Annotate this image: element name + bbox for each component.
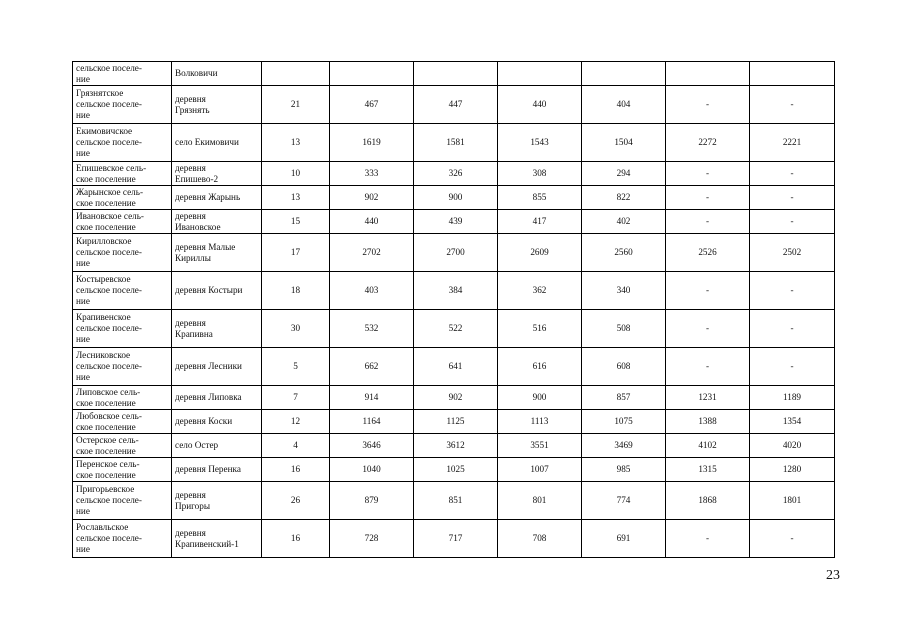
cell-value-6: - <box>750 210 835 234</box>
cell-value-2: 326 <box>414 162 498 186</box>
table-row <box>73 210 835 234</box>
settlement-name: Грязнятское сельское поселе- ние <box>73 86 172 124</box>
cell-value-1: 902 <box>330 186 414 210</box>
cell-value-4: 3469 <box>582 434 666 458</box>
settlement-name: Кирилловское сельское поселе- ние <box>73 234 172 272</box>
cell-value-2: 439 <box>414 210 498 234</box>
cell-value-3: 855 <box>498 186 582 210</box>
cell-count: 13 <box>262 186 330 210</box>
cell-value-2: 1581 <box>414 124 498 162</box>
cell-value-3: 1543 <box>498 124 582 162</box>
cell-count: 10 <box>262 162 330 186</box>
settlement-name: Епишевское сель- ское поселение <box>73 162 172 186</box>
cell-value-1: 403 <box>330 272 414 310</box>
cell-value-6: - <box>750 186 835 210</box>
table-row <box>73 272 835 310</box>
table-row <box>73 234 835 272</box>
cell-value-1: 1164 <box>330 410 414 434</box>
cell-value-1: 2702 <box>330 234 414 272</box>
cell-value-5: 2272 <box>666 124 750 162</box>
cell-value-5: 4102 <box>666 434 750 458</box>
cell-value-4: 857 <box>582 386 666 410</box>
cell-value-2: 900 <box>414 186 498 210</box>
admin-center: Волковичи <box>172 62 262 86</box>
cell-value-3: 1113 <box>498 410 582 434</box>
cell-value-5: - <box>666 210 750 234</box>
table-row <box>73 458 835 482</box>
admin-center: деревня Епишево-2 <box>172 162 262 186</box>
cell-value-1: 728 <box>330 520 414 558</box>
cell-count <box>262 62 330 86</box>
settlement-name: Пригорьевское сельское поселе- ние <box>73 482 172 520</box>
table-row <box>73 348 835 386</box>
cell-value-1: 532 <box>330 310 414 348</box>
cell-value-3: 362 <box>498 272 582 310</box>
admin-center: деревня Жарынь <box>172 186 262 210</box>
table-row <box>73 434 835 458</box>
cell-value-6: - <box>750 520 835 558</box>
cell-value-1: 333 <box>330 162 414 186</box>
cell-value-4: 340 <box>582 272 666 310</box>
table-row <box>73 186 835 210</box>
settlements-table <box>72 61 835 558</box>
admin-center: деревня Перенка <box>172 458 262 482</box>
cell-value-4: 774 <box>582 482 666 520</box>
cell-value-3 <box>498 62 582 86</box>
cell-value-4 <box>582 62 666 86</box>
cell-value-3: 1007 <box>498 458 582 482</box>
cell-value-2: 641 <box>414 348 498 386</box>
cell-value-2: 851 <box>414 482 498 520</box>
table-row <box>73 482 835 520</box>
cell-value-5: - <box>666 162 750 186</box>
cell-value-3: 417 <box>498 210 582 234</box>
cell-value-2: 522 <box>414 310 498 348</box>
settlement-name: Любовское сель- ское поселение <box>73 410 172 434</box>
cell-value-6: - <box>750 310 835 348</box>
settlement-name: Крапивенское сельское поселе- ние <box>73 310 172 348</box>
cell-value-5: 1231 <box>666 386 750 410</box>
cell-value-4: 404 <box>582 86 666 124</box>
cell-count: 17 <box>262 234 330 272</box>
cell-value-3: 2609 <box>498 234 582 272</box>
cell-count: 16 <box>262 520 330 558</box>
cell-value-2: 447 <box>414 86 498 124</box>
cell-count: 4 <box>262 434 330 458</box>
cell-value-4: 2560 <box>582 234 666 272</box>
table-row <box>73 86 835 124</box>
admin-center: деревня Коски <box>172 410 262 434</box>
admin-center: деревня Липовка <box>172 386 262 410</box>
cell-value-6: - <box>750 348 835 386</box>
table-row <box>73 310 835 348</box>
cell-count: 21 <box>262 86 330 124</box>
cell-value-6: 1189 <box>750 386 835 410</box>
cell-value-2: 1125 <box>414 410 498 434</box>
settlement-name: Костыревское сельское поселе- ние <box>73 272 172 310</box>
cell-value-6: 2221 <box>750 124 835 162</box>
cell-value-6: - <box>750 162 835 186</box>
cell-value-3: 616 <box>498 348 582 386</box>
cell-value-4: 402 <box>582 210 666 234</box>
cell-value-6: 4020 <box>750 434 835 458</box>
cell-value-1 <box>330 62 414 86</box>
admin-center: село Остер <box>172 434 262 458</box>
table-row <box>73 520 835 558</box>
cell-value-4: 1075 <box>582 410 666 434</box>
cell-value-3: 801 <box>498 482 582 520</box>
table-body <box>73 62 835 558</box>
settlement-name: Липовское сель- ское поселение <box>73 386 172 410</box>
cell-value-2: 1025 <box>414 458 498 482</box>
cell-value-4: 822 <box>582 186 666 210</box>
cell-count: 5 <box>262 348 330 386</box>
cell-count: 16 <box>262 458 330 482</box>
settlement-name: Екимовичское сельское поселе- ние <box>73 124 172 162</box>
cell-value-5: - <box>666 272 750 310</box>
cell-value-3: 900 <box>498 386 582 410</box>
cell-value-5: - <box>666 86 750 124</box>
table-row <box>73 124 835 162</box>
table-row <box>73 162 835 186</box>
settlement-name: Лесниковское сельское поселе- ние <box>73 348 172 386</box>
admin-center: деревня Ивановское <box>172 210 262 234</box>
cell-value-2: 2700 <box>414 234 498 272</box>
cell-value-1: 879 <box>330 482 414 520</box>
table-row <box>73 410 835 434</box>
cell-value-4: 608 <box>582 348 666 386</box>
cell-value-1: 914 <box>330 386 414 410</box>
cell-value-6: 1280 <box>750 458 835 482</box>
admin-center: деревня Малые Кириллы <box>172 234 262 272</box>
admin-center: деревня Крапивенский-1 <box>172 520 262 558</box>
cell-value-3: 308 <box>498 162 582 186</box>
cell-value-1: 1619 <box>330 124 414 162</box>
admin-center: деревня Костыри <box>172 272 262 310</box>
cell-value-1: 440 <box>330 210 414 234</box>
cell-value-4: 1504 <box>582 124 666 162</box>
cell-value-5: 1868 <box>666 482 750 520</box>
cell-value-3: 708 <box>498 520 582 558</box>
admin-center: деревня Крапивна <box>172 310 262 348</box>
cell-value-1: 467 <box>330 86 414 124</box>
settlement-name: Перенское сель- ское поселение <box>73 458 172 482</box>
admin-center: деревня Грязнять <box>172 86 262 124</box>
cell-value-2: 902 <box>414 386 498 410</box>
cell-value-2: 384 <box>414 272 498 310</box>
cell-value-1: 662 <box>330 348 414 386</box>
cell-value-5: - <box>666 310 750 348</box>
page-number: 23 <box>826 568 840 583</box>
admin-center: деревня Лесники <box>172 348 262 386</box>
cell-count: 30 <box>262 310 330 348</box>
cell-value-5: - <box>666 186 750 210</box>
cell-value-3: 440 <box>498 86 582 124</box>
cell-value-5: - <box>666 520 750 558</box>
cell-value-6: 1801 <box>750 482 835 520</box>
cell-count: 18 <box>262 272 330 310</box>
cell-value-6 <box>750 62 835 86</box>
settlement-name: сельское поселе- ние <box>73 62 172 86</box>
cell-value-5 <box>666 62 750 86</box>
cell-value-1: 1040 <box>330 458 414 482</box>
admin-center: село Екимовичи <box>172 124 262 162</box>
admin-center: деревня Пригоры <box>172 482 262 520</box>
cell-value-6: 2502 <box>750 234 835 272</box>
cell-count: 26 <box>262 482 330 520</box>
cell-value-2: 3612 <box>414 434 498 458</box>
table-row <box>73 62 835 86</box>
cell-count: 13 <box>262 124 330 162</box>
settlement-name: Ивановское сель- ское поселение <box>73 210 172 234</box>
cell-value-5: 1315 <box>666 458 750 482</box>
cell-value-2: 717 <box>414 520 498 558</box>
cell-value-6: - <box>750 272 835 310</box>
cell-value-4: 985 <box>582 458 666 482</box>
cell-value-4: 294 <box>582 162 666 186</box>
cell-value-2 <box>414 62 498 86</box>
settlement-name: Рославльское сельское поселе- ние <box>73 520 172 558</box>
cell-value-6: 1354 <box>750 410 835 434</box>
cell-value-5: - <box>666 348 750 386</box>
cell-value-6: - <box>750 86 835 124</box>
cell-value-4: 691 <box>582 520 666 558</box>
cell-value-5: 1388 <box>666 410 750 434</box>
settlement-name: Жарынское сель- ское поселение <box>73 186 172 210</box>
cell-count: 15 <box>262 210 330 234</box>
cell-value-5: 2526 <box>666 234 750 272</box>
cell-value-3: 3551 <box>498 434 582 458</box>
cell-count: 7 <box>262 386 330 410</box>
settlement-name: Остерское сель- ское поселение <box>73 434 172 458</box>
cell-value-3: 516 <box>498 310 582 348</box>
cell-count: 12 <box>262 410 330 434</box>
table-row <box>73 386 835 410</box>
cell-value-4: 508 <box>582 310 666 348</box>
cell-value-1: 3646 <box>330 434 414 458</box>
